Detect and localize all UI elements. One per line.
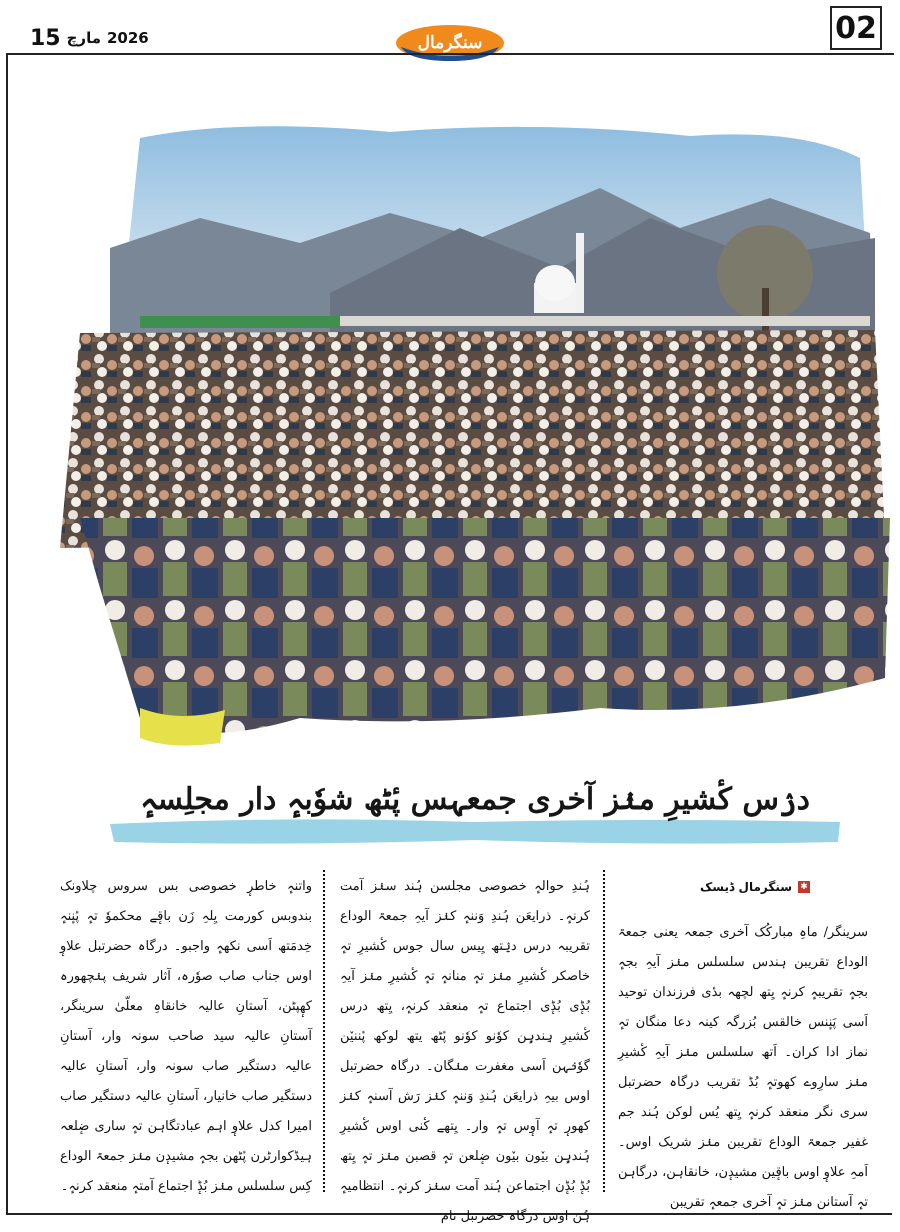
masthead-logo[interactable] [395,23,505,63]
header-rule [6,53,894,55]
headline-block [110,770,840,850]
logo-text: سنگرمال [417,33,483,53]
date-year: 2026 [107,29,149,47]
page-number: 02 [830,6,882,50]
byline-text: سنگرمال ڈیسک [700,880,793,894]
column-divider [323,870,325,1192]
article-column-2: ہُندِ حوالہٕ خصوصی مجلسن ہُند سنٛز آمت کرنہٕ۔ ذرایعَن ہُندِ وَننہٕ کنٛز آیہِ جمعۃ الوداع تقریبہ درس دیٛتھ یِیس سال جوس کٔشیرِ تہٕ خاصکر کٔشیرِ منٛز تہٕ منانہٕ تہٕ کٔشیرِ منٛز آیہِ بُڈٕی بُڈٕی اجتماع تہٕ منعقد کرنہٕ، یِتھ درس کٔشیرِ ہِندہٕن کوٗنو کوٗنو پٔٹھ یتھ لوکھ پٔننیٚن گوٗنٛہن اَسی مغفرت منٛگان۔ درگاہ حضرتبل اوس بیہِ ذرایعَن ہُندِ وَننہٕ کنٛز رَش آسنہٕ کنٛز کھورٕ تہٕ آوٕس تہٕ وار۔ یِتھے کٔنی اوس کٔشیرِ ہُندہٕن بیٚون بیٚون ضٕلعن تہٕ قصبن منٛز تہٕ یِتھ بُڈٕ بُڈٕن اجتماعن ہُند آمت سنٛز کرنہٕ۔ انتظامیہٕ ہُن اوس درگاہ حضرتبل تام [340,879,590,1224]
issue-date [30,26,149,50]
date-day: 15 [30,25,61,51]
article-column-3: واتنہٕ خاطرٕ خصوصی بس سروس چلاونک بندوبس کورمت یِلہِ زَن باقٕے محکموٗ تہٕ پٔنٕنہٕ خِدمَتھ اَسی نکھہٕ واجبو۔ درگاہ حضرتبل علاوٕ اوس جناب صاب صوٗرہ، آثار شریف پنٛچھورہ کھٕپٹن، آستانِ عالیہ خانقاہِ معلّیٰ سرینگر، آستانِ عالیہ سید صاحب سونہ وار، آستانِ عالیہ دستگیر صاب سونہ وار، آستانِ عالیہ دستگیر صاب خانیار، آستانِ عالیہ دستگیر صاب امیرا کدل علاوٕ اہم عبادتگاہن تہٕ ساری ضٕلعہ ہیڈکوارٹرن پٔٹھن بجہٕ مشیدٕن منٛز جمعۃ الوداع کِس سلسلس منٛز بُڈٕ اجتماع آمتہٕ منعقد کرنہٕ۔ [60,879,312,1194]
article-byline [700,876,810,898]
column-divider [603,870,605,1192]
article-headline: ﺩرٛس کٔشیرِ منٛز آخری جمعہس پٔٹھ شوٗبہٕ دار مجلِسہٕ [140,782,810,817]
prayer-crowd-photo [40,118,890,758]
article-column-1: سرینگر/ ماہِ مبارکُک آخری جمعہ یعنی جمعۃ الوداع تقریبن ہندس سلسلس منٛز آیہِ بجہٕ بجہٕ تقریبہٕ کرنہٕ یِتھ لچھہ بدٔی فرزندان توحید اَسی پَنٕنس خالقس بُزرگہ کینہ دعا منگان تہٕ نماز ادا کران۔ اَتھ سلسلس منٛز آیہِ کٔشیرِ منٛز سارِوے کھوتہٕ بُڈ تقریب درگاہ حضرتبل سری نگر منعقد کرنہٕ یِتھ یُس لوکن ہُند جم غفیر جمعۃ الوداع تقریبن منٛز شریک اوس۔ اَمہِ علاوٕ اوس باقٕین مشیدٕن، خانقاہن، درگاہن تہٕ آستانن منٛز تہٕ آخری جمعہٕ تقریبن [618,925,868,1210]
date-month: مارچ [66,29,101,47]
frame-left-rule [6,54,8,1215]
byline-marker-icon: ✱ [798,881,810,893]
